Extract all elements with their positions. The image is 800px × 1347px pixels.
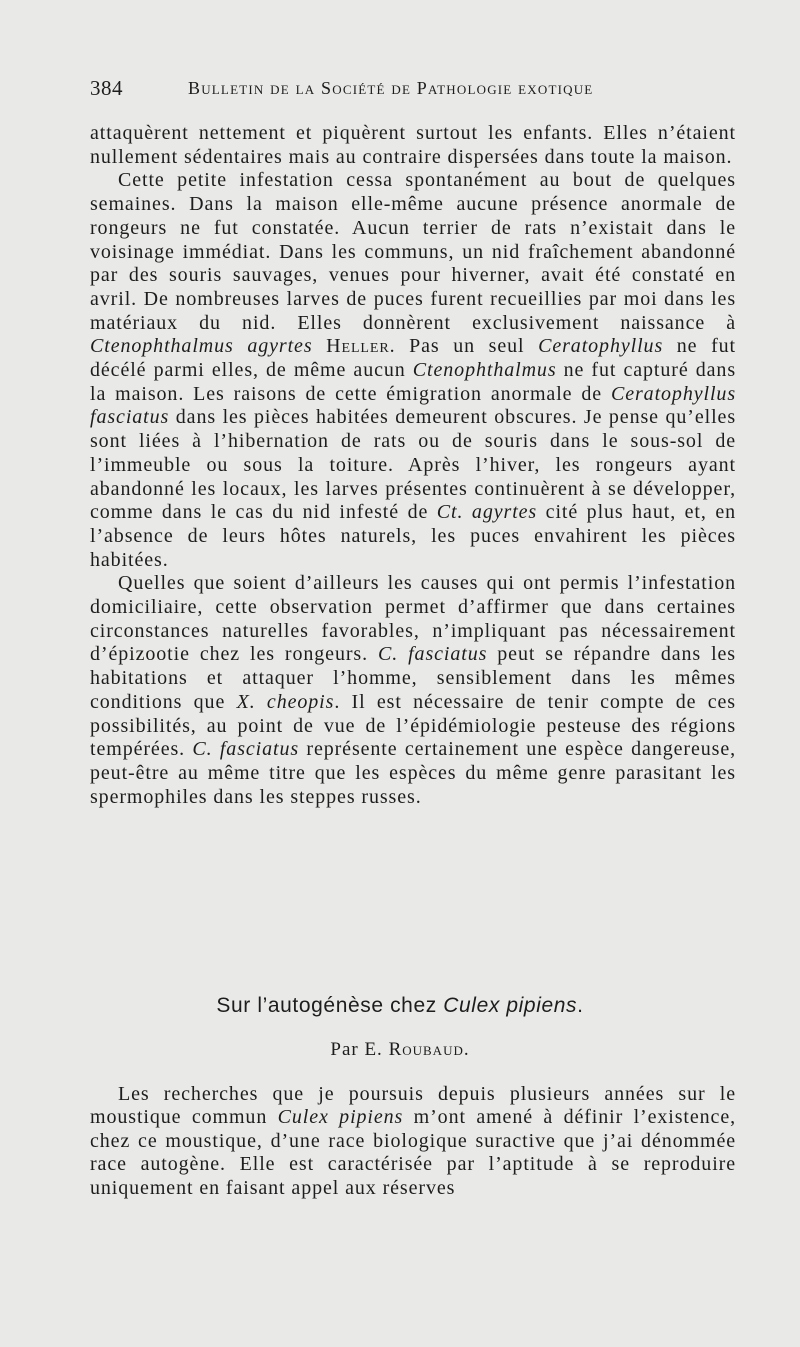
paragraph xyxy=(90,572,736,809)
byline-end: . xyxy=(463,1039,470,1060)
text-run: ne fut capturé dans la maison. Les raisons de cette émigration anormale de xyxy=(90,359,736,405)
article-title xyxy=(0,994,800,1018)
title-text: Sur l’autogénèse chez xyxy=(216,994,444,1017)
byline-prefix: Par E. xyxy=(330,1039,389,1060)
byline-author: Roubaud xyxy=(388,1039,464,1060)
paragraph xyxy=(90,169,736,572)
previous-article-text xyxy=(90,122,736,809)
text-run: . Pas un seul xyxy=(389,335,539,358)
text-run: Cette petite infestation cessa spontanément au bout de quelques semaines. Dans la maison elle-même aucune présence anormale de rongeurs ne fut constatée. Aucun terrier de rats n’existait dans le voisinage immédiat. Dans les communs, un nid fraîchement abandonné par des souris sauvages, venues pour hiverner, avait été constaté en avril. De nombreuses larves de puces furent recueillies par moi dans les matériaux du nid. Elles donnèrent exclusivement naissance à xyxy=(90,169,736,334)
species-name: Ct. agyrtes xyxy=(436,501,538,524)
text-run: m’ont amené à définir l’existence, chez ce moustique, d’une race biologique suractive que j’ai dénommée race autogène. Elle est caractérisée par l’aptitude à se reproduire uniquement en faisant appel aux réserves xyxy=(90,1106,736,1199)
text-run: ne fut décélé parmi elles, de même aucun xyxy=(90,335,736,382)
paragraph-continuation xyxy=(90,122,736,169)
species-name: Ctenophthalmus xyxy=(412,359,557,382)
title-species: Culex pipiens xyxy=(443,994,578,1017)
page-number: 384 xyxy=(90,76,123,100)
text-run: . Il est nécessaire de tenir compte de ces possibilités, au point de vue de l’épidémiologie pesteuse des régions tempérées. xyxy=(90,690,736,761)
text-run: dans les pièces habitées demeurent obscures. Je pense qu’elles sont liées à l’hibernation de rats ou de souris dans le sous-sol de l’immeuble ou sous la toiture. Après l’hiver, les rongeurs ayant abandonné les locaux, les larves présentes continuèrent à se développer, comme dans le cas du nid infesté de xyxy=(90,406,736,524)
author-name: Heller xyxy=(326,335,390,358)
article-byline xyxy=(0,1039,800,1061)
text-run: cité plus haut, et, en l’absence de leurs hôtes naturels, les puces envahirent les pièces habitées. xyxy=(90,501,736,571)
species-name: C. fasciatus xyxy=(192,738,300,761)
running-title: Bulletin de la Société de Pathologie exotique xyxy=(188,78,594,98)
text-run: Quelles que soient d’ailleurs les causes qui ont permis l’infestation domiciliaire, cette observation permet d’affirmer que dans certaines circonstances naturelles favorables, n’impliquant pas nécessairement d’épizootie chez les rongeurs. xyxy=(90,572,736,666)
species-name: C. fasciatus xyxy=(377,643,488,666)
text-run: Les recherches que je poursuis depuis plusieurs années sur le moustique commun xyxy=(90,1083,736,1129)
text-run: représente certainement une espèce dangereuse, peut-être au même titre que les espèces du même genre parasitant les spermophiles dans les steppes russes. xyxy=(90,738,736,808)
species-name: Culex pipiens xyxy=(277,1106,404,1129)
species-name: X. cheopis xyxy=(236,690,335,713)
page-header xyxy=(90,76,750,108)
species-name: Ctenophthalmus agyrtes xyxy=(90,335,313,358)
text-run: peut se répandre dans les habitations et attaquer l’homme, sensiblement dans les mêmes conditions que xyxy=(90,643,736,713)
text-run xyxy=(313,335,327,357)
article-body xyxy=(90,1083,736,1200)
title-end: . xyxy=(577,994,584,1017)
paragraph xyxy=(90,1083,736,1200)
paragraph-text: attaquèrent nettement et piquèrent surtout les enfants. Elles n’étaient nullement sédentaires mais au contraire dispersées dans toute la maison. xyxy=(90,122,736,168)
species-name: Ceratophyllus xyxy=(538,335,664,358)
species-name: Ceratophyllus fasciatus xyxy=(90,382,736,429)
